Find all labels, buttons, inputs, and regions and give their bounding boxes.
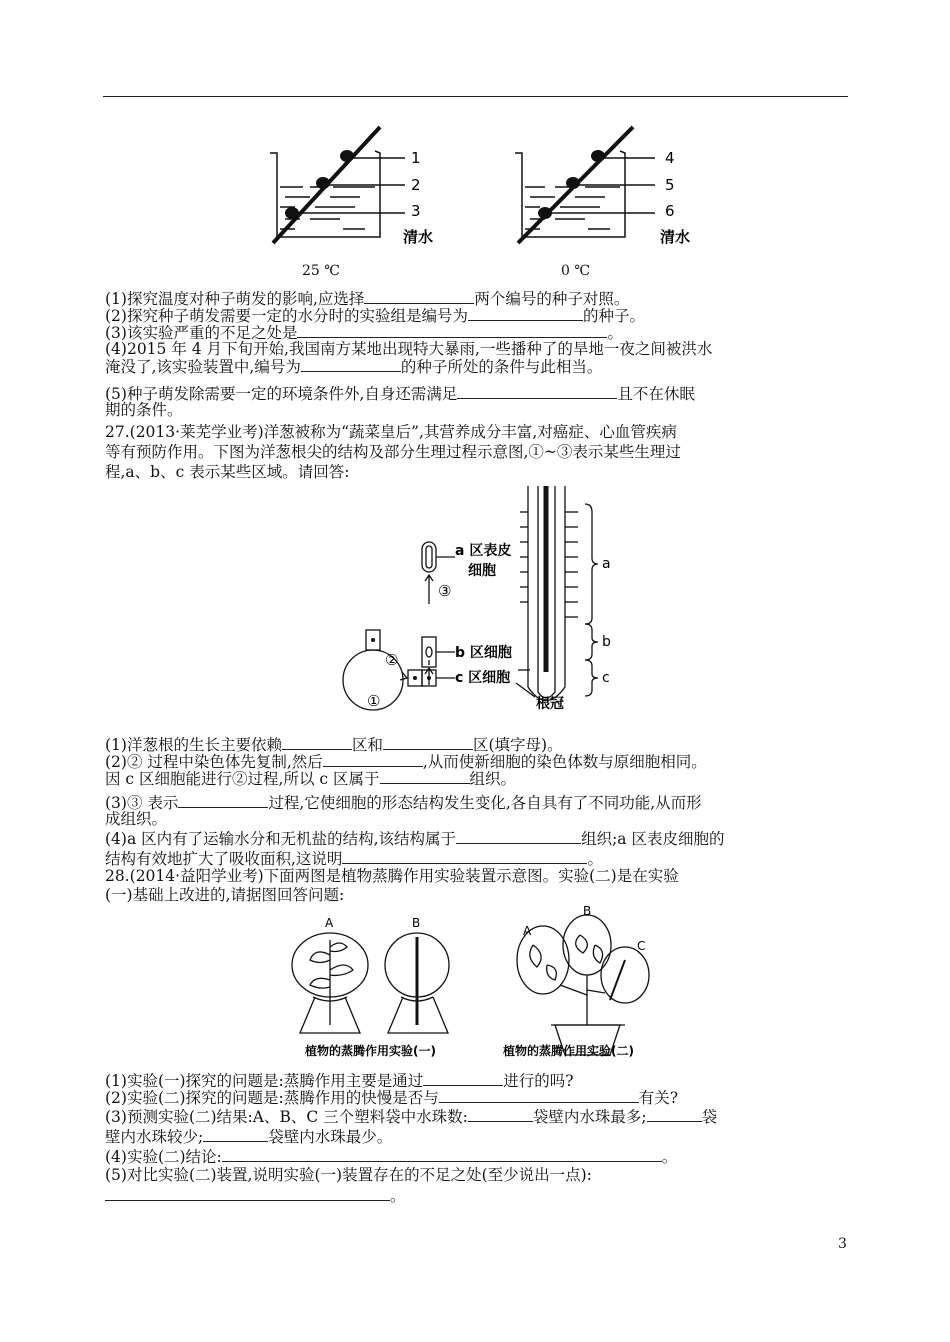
q26-line1: (1)探究温度对种子萌发的影响,应选择 两个编号的种子对照。 <box>105 290 630 308</box>
temp-25: 25 ℃ <box>302 263 340 279</box>
label-c: c 区细胞 <box>455 670 511 686</box>
q27-line2: (2)② 过程中染色体先复制,然后 ,从而使新细胞的染色体数与原细胞相同。 <box>105 753 707 771</box>
transpiration-figure <box>285 905 685 1065</box>
label-a-epi-1: a 区表皮 <box>455 543 512 559</box>
header-rule <box>103 96 848 97</box>
label-4: 4 <box>665 149 675 167</box>
label-6: 6 <box>665 202 675 220</box>
q27-line3: 因 c 区细胞能进行②过程,所以 c 区属于 组织。 <box>105 770 517 788</box>
exp2-caption: 植物的蒸腾作用实验(二) <box>503 1044 634 1058</box>
q27-line4: (3)③ 表示 过程,它使细胞的形态结构发生变化,各自具有了不同功能,从而形 <box>105 794 702 812</box>
label-exp2-C: C <box>637 939 646 953</box>
q28-line2: (2)实验(二)探究的问题是:蒸腾作用的快慢是否与 有关? <box>105 1089 679 1107</box>
q26-line2: (2)探究种子萌发需要一定的水分时的实验组是编号为 的种子。 <box>105 307 645 325</box>
q27-line7: 结构有效地扩大了吸收面积,这说明 。 <box>105 850 603 868</box>
circle-3: ③ <box>438 582 452 600</box>
label-5: 5 <box>665 176 675 194</box>
label-exp1-B: B <box>412 916 421 930</box>
seed-beaker-figure <box>255 115 715 285</box>
circle-1: ① <box>367 692 381 710</box>
q26-line5: 淹没了,该实验装置中,编号为 的种子所处的条件与此相当。 <box>105 358 603 376</box>
label-a-epi-2: 细胞 <box>468 563 496 579</box>
q28-intro-2: (一)基础上改进的,请据图回答问题: <box>105 886 345 904</box>
label-2: 2 <box>411 176 421 194</box>
q28-line1: (1)实验(一)探究的问题是:蒸腾作用主要是通过 进行的吗? <box>105 1072 574 1090</box>
root-cap-label: 根冠 <box>536 696 564 712</box>
exp1-caption: 植物的蒸腾作用实验(一) <box>305 1044 436 1058</box>
q28-line7: 。 <box>105 1187 850 1205</box>
q26-line4: (4)2015 年 4 月下旬开始,我国南方某地出现特大暴雨,一些播种了的旱地一夜之间被洪水 <box>105 340 713 358</box>
circle-2: ② <box>385 651 399 669</box>
water-label-2: 清水 <box>660 228 691 246</box>
q28-line5: (4)实验(二)结论: 。 <box>105 1148 678 1166</box>
q27-intro-2: 等有预防作用。下图为洋葱根尖的结构及部分生理过程示意图,①~③表示某些生理过 <box>105 443 681 461</box>
q28-intro-1: 28.(2014·益阳学业考)下面两图是植物蒸腾作用实验装置示意图。实验(二)是在实验 <box>105 867 679 885</box>
zone-c: c <box>602 670 610 686</box>
q27-line5: 成组织。 <box>105 810 168 828</box>
q28-line4: 壁内水珠较少; 袋壁内水珠最少。 <box>105 1128 393 1146</box>
zone-a: a <box>602 556 611 572</box>
q26-line3: (3)该实验严重的不足之处是 。 <box>105 324 623 342</box>
q26-line7: 期的条件。 <box>105 401 183 419</box>
label-b: b 区细胞 <box>455 645 512 661</box>
q27-line6: (4)a 区内有了运输水分和无机盐的结构,该结构属于 组织;a 区表皮细胞的 <box>105 830 725 848</box>
temp-0: 0 ℃ <box>561 263 591 279</box>
q28-line6: (5)对比实验(二)装置,说明实验(一)装置存在的不足之处(至少说出一点): <box>105 1166 592 1184</box>
beaker-25c <box>270 127 405 243</box>
water-label-1: 清水 <box>403 228 434 246</box>
zone-b: b <box>602 634 611 650</box>
q27-intro-1: 27.(2013·莱芜学业考)洋葱被称为“蔬菜皇后”,其营养成分丰富,对癌症、心血管疾病 <box>105 423 677 441</box>
label-1: 1 <box>411 149 421 167</box>
beaker-0c <box>515 127 655 243</box>
q26-line6: (5)种子萌发除需要一定的环境条件外,自身还需满足 且不在休眠 <box>105 385 695 403</box>
label-exp1-A: A <box>325 916 334 930</box>
label-3: 3 <box>411 202 421 220</box>
q28-line3: (3)预测实验(二)结果:A、B、C 三个塑料袋中水珠数: 袋壁内水珠最多; 袋 <box>105 1108 718 1126</box>
label-exp2-B: B <box>583 905 592 918</box>
page-number: 3 <box>838 1236 847 1252</box>
root-tip-figure <box>340 482 620 714</box>
label-exp2-A: A <box>523 924 532 938</box>
q27-line1: (1)洋葱根的生长主要依赖 区和 区(填字母)。 <box>105 736 563 754</box>
q27-intro-3: 程,a、b、c 表示某些区域。请回答: <box>105 463 350 481</box>
